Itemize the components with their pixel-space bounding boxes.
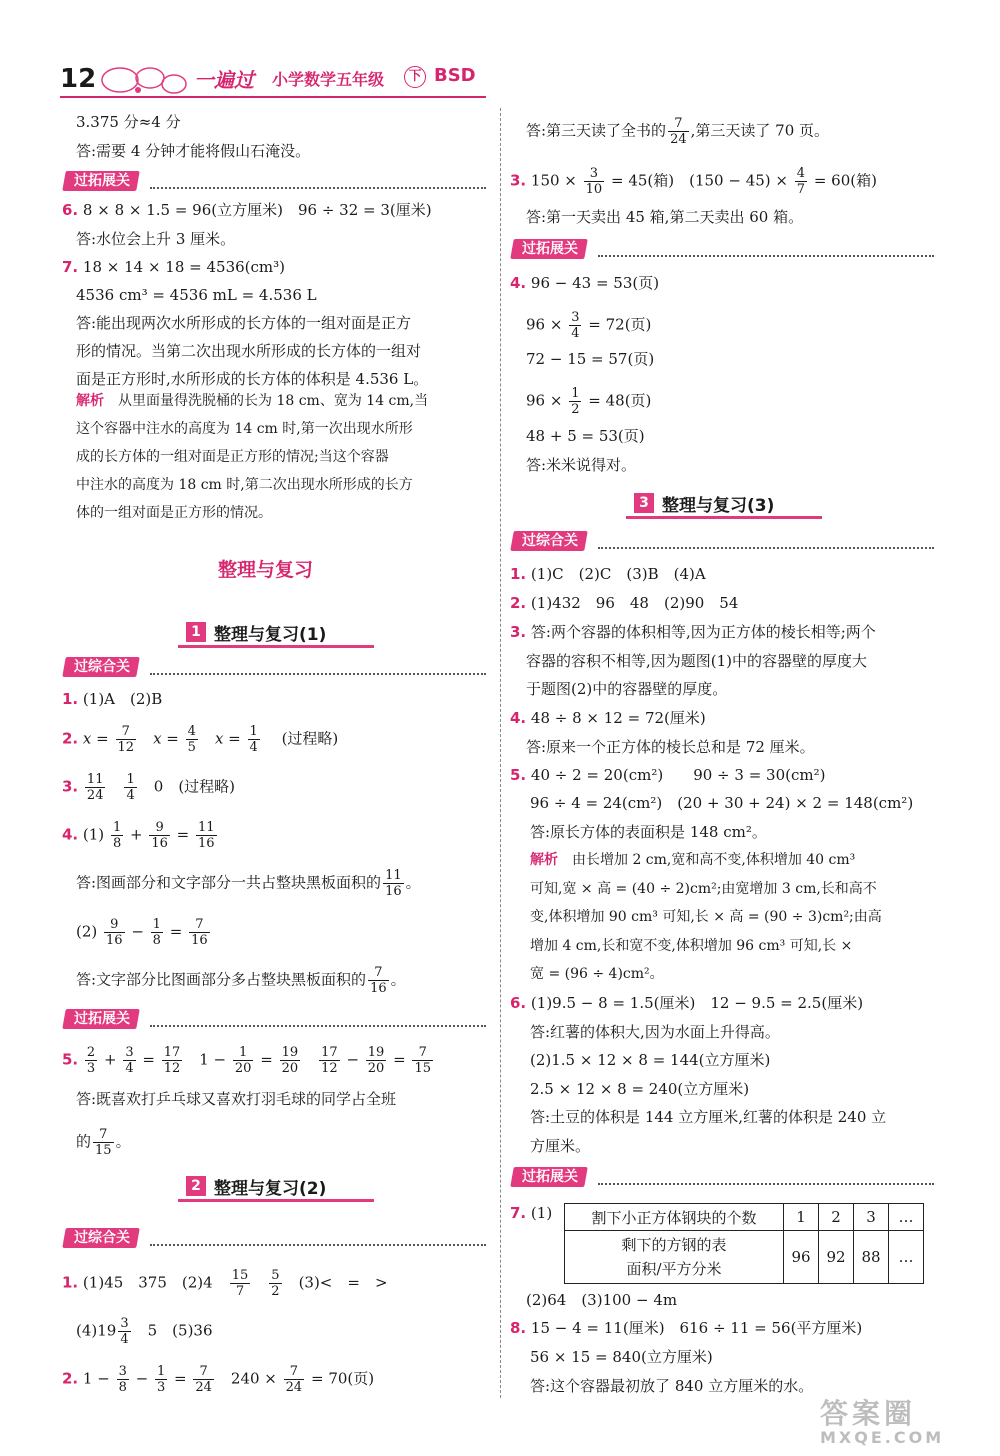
- text-line: 答:水位会上升 3 厘米。: [76, 230, 236, 248]
- table-cell: 92: [819, 1231, 854, 1284]
- explanation-line: 中注水的高度为 18 cm 时,第二次出现水所形成的长方: [76, 477, 413, 493]
- table-header: 割下小正方体钢块的个数: [565, 1204, 784, 1231]
- text-line: 答:红薯的体积大,因为水面上升得高。: [530, 1023, 780, 1041]
- answer-c7: 7. (1): [510, 1204, 553, 1222]
- answer-b2: 2. 1 − $\frac{3}{8}$ − $\frac{1}{3}$ = $\frac{7}{24}$ 240 × $\frac{7}{24}$ = 70(页): [62, 1364, 375, 1395]
- text-line: 答:能出现两次水所形成的长方体的一组对面是正方: [76, 314, 412, 332]
- text-line: 答:需要 4 分钟才能将假山石淹没。: [76, 142, 311, 160]
- section-tag: 过拓展关: [510, 1167, 588, 1187]
- text-line: 答:第一天卖出 45 箱,第二天卖出 60 箱。: [526, 208, 804, 226]
- text-line: (4)19 $\frac{3}{4}$ 5 (5)36: [76, 1316, 213, 1347]
- text-line: 面是正方形时,水所形成的长方体的体积是 4.536 L。: [76, 370, 429, 388]
- subject-title: 小学数学五年级: [272, 70, 385, 89]
- table-cell: 1: [784, 1204, 819, 1231]
- dotted-rule: [598, 255, 934, 257]
- table-cell: …: [889, 1204, 924, 1231]
- text-line: 答:原长方体的表面积是 148 cm²。: [530, 823, 767, 841]
- answer-c1: 1. (1)C (2)C (3)B (4)A: [510, 565, 706, 583]
- answer-b1: 1. (1)45 375 (2)4 $\frac{15}{7}$ $\frac{5}{2}$ (3)< = >: [62, 1268, 388, 1299]
- edition-label: BSD: [434, 65, 476, 86]
- answer-r3: 3. 150 × $\frac{3}{10}$ = 45(箱) (150 − 45) × $\frac{4}{7}$ = 60(箱): [510, 166, 877, 197]
- table-cell: 88: [854, 1231, 889, 1284]
- text-line: 答:米米说得对。: [526, 456, 637, 474]
- text-line: 48 + 5 = 53(页): [526, 427, 645, 445]
- answer-2: 2. x = $\frac{7}{12}$ x = $\frac{4}{5}$ x = $\frac{1}{4}$ (过程略): [62, 724, 339, 755]
- text-line: 的 $\frac{7}{15}$ 。: [76, 1127, 131, 1158]
- text-line: 于题图(2)中的容器壁的厚度。: [526, 680, 728, 698]
- explanation-line: 解析 从里面量得洗脱桶的长为 18 cm、宽为 14 cm,当: [76, 393, 429, 409]
- section-tag: 过综合关: [62, 1228, 140, 1248]
- dotted-rule: [150, 187, 486, 189]
- explanation-line: 成的长方体的一组对面是正方形的情况;当这个容器: [76, 449, 389, 465]
- section-tag: 过综合关: [62, 657, 140, 677]
- text-line: (2)1.5 × 12 × 8 = 144(立方厘米): [530, 1051, 771, 1069]
- section-tag: 过拓展关: [62, 1009, 140, 1029]
- brand-logo: 一遍过: [194, 68, 254, 92]
- header-rule: [60, 96, 486, 98]
- table-cell: 2: [819, 1204, 854, 1231]
- answer-c3: 3. 答:两个容器的体积相等,因为正方体的棱长相等;两个: [510, 623, 876, 641]
- explanation-line: 体的一组对面是正方形的情况。: [76, 505, 272, 521]
- section-tag: 过综合关: [510, 531, 588, 551]
- answer-c2: 2. (1)432 96 48 (2)90 54: [510, 594, 739, 612]
- answer-c5: 5. 40 ÷ 2 = 20(cm²) 90 ÷ 3 = 30(cm²): [510, 766, 826, 784]
- table-cell: …: [889, 1231, 924, 1284]
- text-line: 4536 cm³ = 4536 mL = 4.536 L: [76, 286, 317, 304]
- page-number: 12: [60, 64, 97, 94]
- text-line: 答:原来一个正方体的棱长总和是 72 厘米。: [526, 738, 815, 756]
- question-6: 6. 8 × 8 × 1.5 = 96(立方厘米) 96 ÷ 32 = 3(厘米): [62, 201, 432, 219]
- text-line: (2)64 (3)100 − 4m: [526, 1291, 678, 1309]
- text-line: 72 − 15 = 57(页): [526, 350, 655, 368]
- answer-5: 5. $\frac{2}{3}$ + $\frac{3}{4}$ = $\frac{17}{12}$ 1 − $\frac{1}{20}$ = $\frac{19}{20}$ $\frac{17}{12}$ − $\frac{19}{20}$ = $\frac{7}{15}$: [62, 1045, 431, 1076]
- steel-block-table: [564, 1203, 924, 1284]
- text-line: 答:图画部分和文字部分一共占整块黑板面积的 $\frac{11}{16}$ 。: [76, 868, 421, 899]
- subsection-heading-3: 3 整理与复习(3): [634, 489, 814, 519]
- watermark-logo: 答案圈 MXQE.COM: [820, 1397, 945, 1447]
- text-line: 容器的容积不相等,因为题图(1)中的容器壁的厚度大: [526, 652, 868, 670]
- explanation-line: 增加 4 cm,长和宽不变,体积增加 96 cm³ 可知,长 ×: [530, 938, 853, 954]
- text-line: 96 × $\frac{3}{4}$ = 72(页): [526, 310, 652, 341]
- section-title: 整理与复习: [218, 559, 314, 581]
- subsection-heading-1: 1 整理与复习(1): [186, 618, 366, 648]
- text-line: (2) $\frac{9}{16}$ − $\frac{1}{8}$ = $\frac{7}{16}$: [76, 917, 208, 948]
- text-line: 答:第三天读了全书的 $\frac{7}{24}$ ,第三天读了 70 页。: [526, 116, 830, 147]
- answer-c6: 6. (1)9.5 − 8 = 1.5(厘米) 12 − 9.5 = 2.5(厘米): [510, 994, 864, 1012]
- text-line: 答:文字部分比图画部分多占整块黑板面积的 $\frac{7}{16}$ 。: [76, 965, 406, 996]
- dotted-rule: [598, 547, 934, 549]
- explanation-line: 这个容器中注水的高度为 14 cm 时,第一次出现水所形: [76, 421, 413, 437]
- column-divider: [500, 108, 501, 1398]
- question-7: 7. 18 × 14 × 18 = 4536(cm³): [62, 258, 286, 276]
- text-line: 96 ÷ 4 = 24(cm²) (20 + 30 + 24) × 2 = 148(cm²): [530, 794, 914, 812]
- text-line: 答:土豆的体积是 144 立方厘米,红薯的体积是 240 立: [530, 1108, 887, 1126]
- dotted-rule: [598, 1183, 934, 1185]
- dotted-rule: [150, 673, 486, 675]
- text-line: 96 × $\frac{1}{2}$ = 48(页): [526, 386, 652, 417]
- explanation-line: 宽 = (96 ÷ 4)cm²。: [530, 966, 664, 982]
- explanation-line: 变,体积增加 90 cm³ 可知,长 × 高 = (90 ÷ 3)cm²;由高: [530, 909, 882, 925]
- answer-3: 3. $\frac{11}{24}$ $\frac{1}{4}$ 0 (过程略): [62, 772, 236, 803]
- answer-c4: 4. 48 ÷ 8 × 12 = 72(厘米): [510, 709, 706, 727]
- answer-1: 1. (1)A (2)B: [62, 690, 163, 708]
- dotted-rule: [150, 1025, 486, 1027]
- table-cell: 96: [784, 1231, 819, 1284]
- answer-r4: 4. 96 − 43 = 53(页): [510, 274, 660, 292]
- table-cell: 3: [854, 1204, 889, 1231]
- explanation-line: 可知,宽 × 高 = (40 ÷ 2)cm²;由宽增加 3 cm,长和高不: [530, 881, 877, 897]
- answer-c8: 8. 15 − 4 = 11(厘米) 616 ÷ 11 = 56(平方厘米): [510, 1319, 863, 1337]
- section-tag: 过拓展关: [62, 171, 140, 191]
- decorative-swirl-icon: [98, 62, 190, 100]
- explanation-line: 解析 由长增加 2 cm,宽和高不变,体积增加 40 cm³: [530, 852, 856, 868]
- text-line: 56 × 15 = 840(立方厘米): [530, 1348, 713, 1366]
- text-line: 形的情况。当第二次出现水所形成的长方体的一组对: [76, 342, 422, 360]
- table-header: 剩下的方钢的表 面积/平方分米: [565, 1231, 784, 1284]
- answer-4: 4. (1) $\frac{1}{8}$ + $\frac{9}{16}$ = $\frac{11}{16}$: [62, 820, 215, 851]
- dotted-rule: [150, 1244, 486, 1246]
- term-badge: 下: [404, 66, 426, 88]
- text-line: 2.5 × 12 × 8 = 240(立方厘米): [530, 1080, 750, 1098]
- section-tag: 过拓展关: [510, 239, 588, 259]
- text-line: 答:这个容器最初放了 840 立方厘米的水。: [530, 1377, 814, 1395]
- text-line: 方厘米。: [530, 1137, 591, 1155]
- subsection-heading-2: 2 整理与复习(2): [186, 1172, 366, 1202]
- text-line: 答:既喜欢打乒乓球又喜欢打羽毛球的同学占全班: [76, 1090, 397, 1108]
- text-line: 3.375 分≈4 分: [76, 113, 181, 131]
